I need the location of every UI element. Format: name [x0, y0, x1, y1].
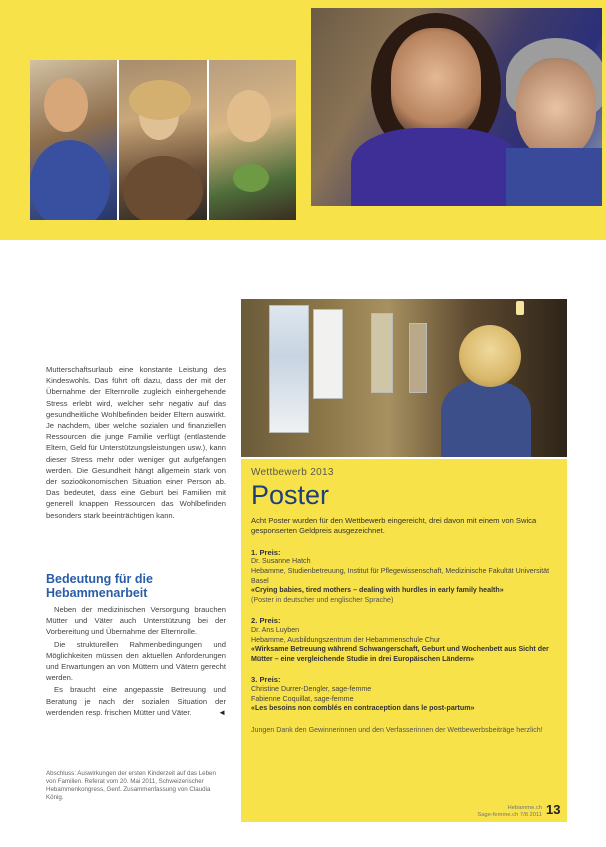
event-photo-1	[30, 60, 117, 220]
event-photo-3	[209, 60, 296, 220]
paragraph: Neben der medizinischen Versorgung brauchen Mütter und Väter auch Unterstützung bei der Vorbereitung und Übernahme der Elternrolle.	[46, 605, 226, 637]
prize-affiliation: Hebamme, Studienbetreuung, Institut für Pflegewissenschaft, Medizinische Fakultät Universität Basel	[251, 567, 550, 585]
prize-label: 3. Preis:	[251, 675, 281, 685]
box-title: Poster	[251, 480, 330, 510]
prize-title: «Wirksame Betreuung während Schwangerschaft, Geburt und Wochenbett aus Sicht der Mütter – eine vergleichende Studie in drei Europäischen Ländern»	[251, 645, 549, 663]
box-footer: Jungen Dank den Gewinnerinnen und den Verfasserinnen der Wettbewerbsbeiträge herzlich!	[251, 725, 543, 734]
end-of-article-icon: ◄	[218, 707, 226, 717]
prize-title: «Les besoins non comblés en contraception dans le post-partum»	[251, 704, 475, 713]
prize-label: 1. Preis:	[251, 547, 281, 557]
prize-author: Dr. Susanne Hatch	[251, 557, 311, 566]
box-kicker: Wettbewerb 2013	[251, 467, 334, 478]
prize-title: «Crying babies, tired mothers – dealing with hurdles in early family health»	[251, 586, 504, 595]
prize-affiliation: Hebamme, Ausbildungszentrum der Hebammenschule Chur	[251, 635, 441, 644]
prize-entry-2	[251, 616, 557, 664]
event-photo-strip	[30, 60, 296, 220]
event-photo-main	[311, 8, 602, 206]
footnote: Abschluss: Auswirkungen der ersten Kinderzeit auf das Leben von Familien. Referat vom 20. Mai 2011, Schweizerischer Hebammenkongress, Genf. Zusammenfassung von Claudia König.	[46, 770, 216, 801]
section-body-text	[46, 604, 226, 719]
page-number: 13	[546, 802, 561, 817]
paragraph: Es braucht eine angepasste Betreuung und Beratung je nach der sozialen Situation der werdenden resp. frischen Mütter und Väter. ◄	[46, 685, 226, 717]
event-photo-2	[119, 60, 206, 220]
article-body-text	[46, 364, 226, 521]
poster-exhibition-photo	[241, 299, 567, 457]
prize-entry-3	[251, 675, 557, 713]
box-intro: Acht Poster wurden für den Wettbewerb eingereicht, drei davon mit einem von Swica gesponserten Geldpreis ausgezeichnet.	[251, 516, 537, 536]
paragraph: Mutterschaftsurlaub eine konstante Leistung des Kindeswohls. Das führt oft dazu, dass der mit der Übernahme der Elternrolle zugleich einhergehende Stress erlebt wird, welcher sehr negativ auf das gesundheitliche Wohlbefinden beider Eltern auswirkt. Je nachdem, über welche sozialen und finanziellen Ressourcen die junge Familie verfügt (entlastende Eltern, Geld für Unterstützungsleistungen usw.), kann dieser Stress mehr oder weniger gut aufgefangen werden. Die Gesundheit hängt allgemein stark von der sozioökonomischen Situation einer Person ab. Das bedeutet, dass eine Geburt bei Familien mit generell knappen Ressourcen das Wohlbefinden besonders stark beeinträchtigen kann.	[46, 365, 226, 520]
poster-competition-box	[241, 459, 567, 822]
prize-label: 2. Preis:	[251, 616, 281, 626]
prize-entry-1	[251, 548, 557, 606]
prize-author: Christine Durrer-Dengler, sage-femme	[251, 684, 372, 693]
publication-name: Hebamme.ch	[507, 805, 542, 811]
publication-footer	[450, 805, 542, 819]
publication-issue: Sage-femme.ch 7/8 2011	[477, 812, 542, 818]
paragraph: Die strukturellen Rahmenbedingungen und Möglichkeiten müssen den aktuellen Anforderungen und Erwartungen an von Müttern und Vätern gerecht werden.	[46, 639, 226, 683]
prize-affiliation: Fabienne Coquillat, sage-femme	[251, 694, 354, 703]
prize-author: Dr. Ans Luyben	[251, 625, 300, 634]
prize-note: (Poster in deutscher und englischer Sprache)	[251, 595, 394, 604]
section-heading: Bedeutung für die Hebammenarbeit	[46, 572, 153, 600]
